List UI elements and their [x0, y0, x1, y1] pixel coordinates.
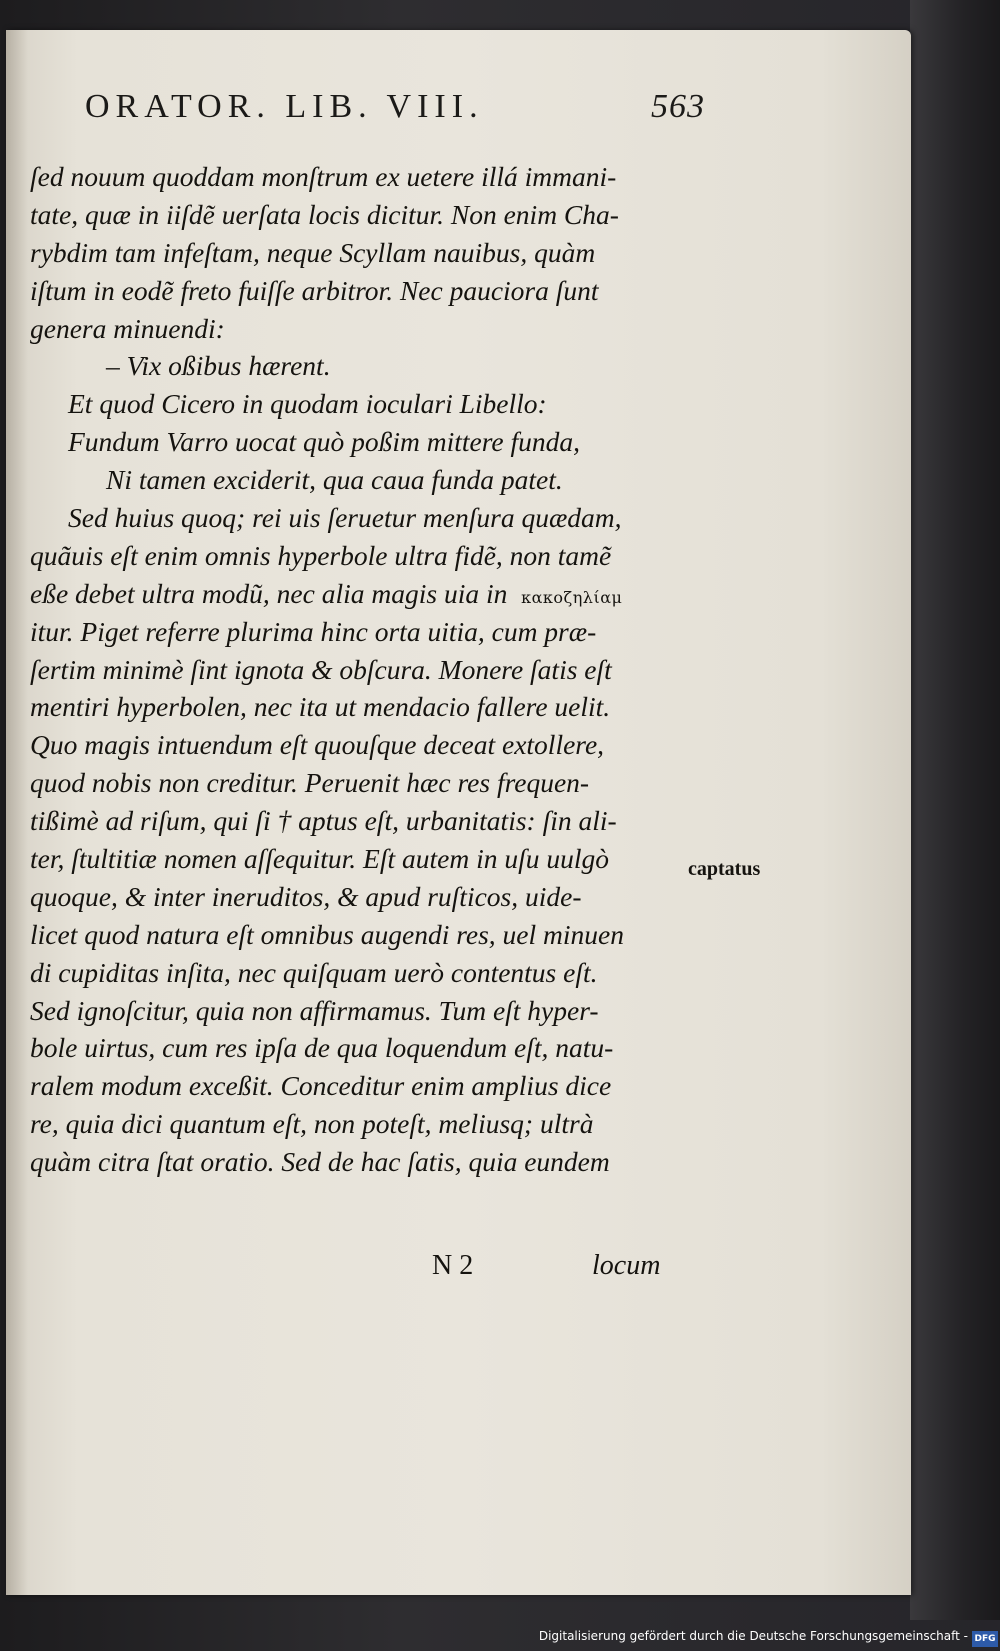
text-line: mentiri hyperbolen, nec ita ut mendacio fallere uelit. [30, 691, 611, 723]
text-line: Quo magis intuendum eſt quouſque deceat extollere, [30, 729, 605, 761]
text-line: Et quod Cicero in quodam ioculari Libello: [68, 388, 547, 420]
verse-line: Ni tamen exciderit, qua caua funda patet. [106, 464, 563, 496]
page-number: 563 [651, 88, 705, 125]
book-edge [910, 0, 1000, 1620]
text-line: licet quod natura eſt omnibus augendi res, uel minuen [30, 918, 624, 950]
text-line: quod nobis non creditur. Peruenit hæc res frequen- [30, 767, 590, 799]
text-line: Sed huius quoq; rei uis ſeruetur menſura quædam, [68, 502, 622, 534]
text-line: tißimè ad riſum, qui ſi † aptus eſt, urbanitatis: ſin ali- [30, 805, 617, 837]
text-line: tate, quæ in iiſdẽ uerſata locis dicitur. Non enim Cha- [30, 198, 619, 230]
verse-line: Fundum Varro uocat quò poßim mittere funda, [68, 426, 581, 458]
text-line: bole uirtus, cum res ipſa de qua loquendum eſt, natu- [30, 1032, 614, 1064]
text-line: re, quia dici quantum eſt, non poteſt, meliusq; ultrà [30, 1108, 594, 1140]
text-line: rybdim tam infeſtam, neque Scyllam nauibus, quàm [30, 236, 596, 268]
text-line: ter, ſtultitiæ nomen aſſequitur. Eſt autem in uſu uulgò [30, 843, 610, 875]
page-gutter-shadow [6, 30, 28, 1595]
text-line: ſertim minimè ſint ignota & obſcura. Monere ſatis eſt [30, 653, 612, 685]
text-line: ralem modum exceßit. Conceditur enim amplius dice [30, 1070, 612, 1102]
text-line: itur. Piget referre plurima hinc orta uitia, cum præ- [30, 615, 597, 647]
text-line: quàm citra ſtat oratio. Sed de hac ſatis, quia eundem [30, 1146, 610, 1178]
text-line: Sed ignoſcitur, quia non affirmamus. Tum eſt hyper- [30, 994, 599, 1026]
greek-word: κακοζηλίαμ [521, 587, 623, 607]
dfg-logo: DFG [972, 1631, 998, 1647]
verse-line: – Vix oßibus hærent. [106, 350, 331, 382]
text-line: quãuis eſt enim omnis hyperbole ultra fidẽ, non tamẽ [30, 539, 612, 571]
text-line: quoque, & inter ineruditos, & apud ruſticos, uide- [30, 880, 582, 912]
signature-mark: N 2 [432, 1250, 474, 1281]
text-line: genera minuendi: [30, 312, 225, 344]
text-line-with-greek [30, 575, 680, 613]
catchword: locum [592, 1250, 661, 1281]
text-line: ſed nouum quoddam monſtrum ex uetere illá immani- [30, 161, 617, 192]
text-fragment: eße debet ultra modũ, nec alia magis uia in [30, 577, 508, 609]
running-head-title: ORATOR. LIB. VIII. [85, 88, 484, 125]
body-text [30, 158, 680, 1181]
running-head [85, 88, 705, 138]
margin-note: captatus [688, 858, 761, 880]
digitization-credit: Digitalisierung gefördert durch die Deutsche Forschungsgemeinschaft - [538, 1629, 968, 1643]
text-line: iſtum in eodẽ freto fuiſſe arbitror. Nec pauciora ſunt [30, 274, 599, 306]
text-line: di cupiditas inſita, nec quiſquam uerò contentus eſt. [30, 956, 598, 988]
